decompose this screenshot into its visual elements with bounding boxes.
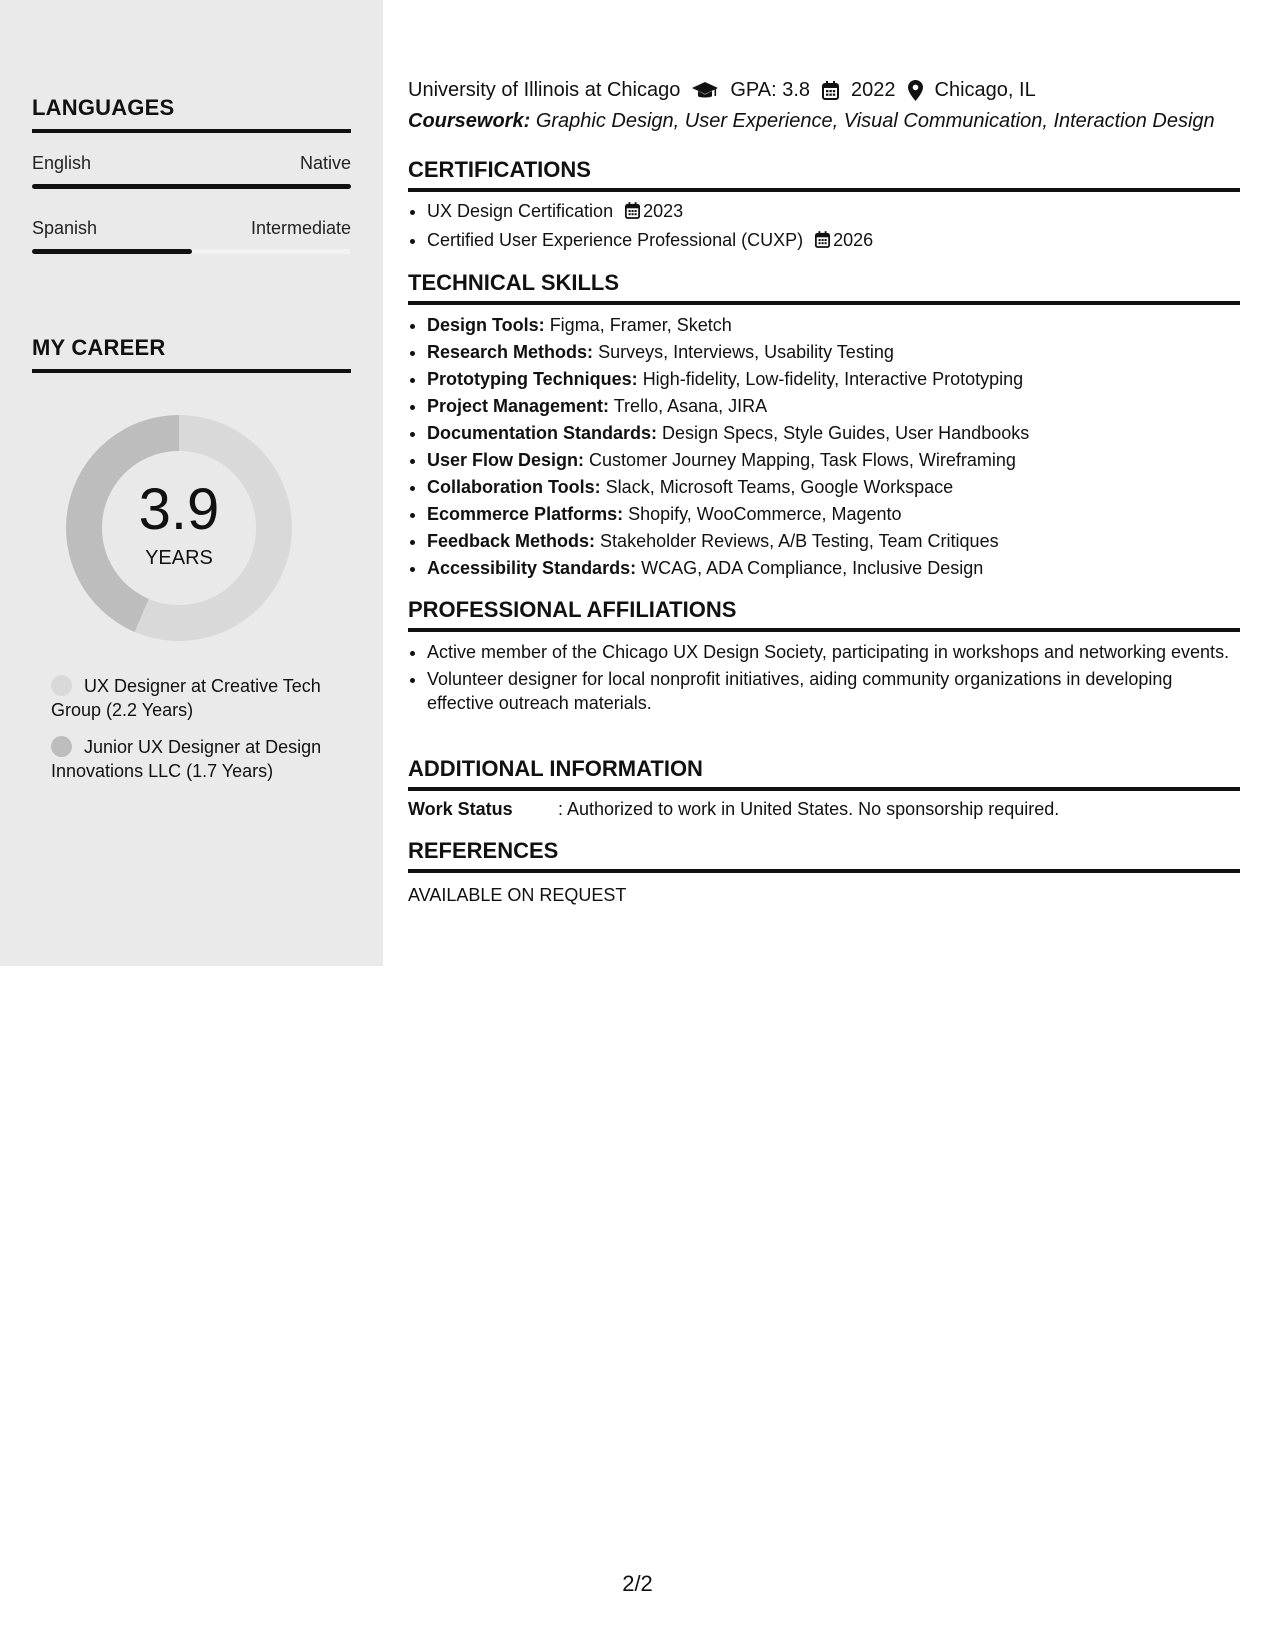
skill-value: Trello, Asana, JIRA (613, 396, 768, 416)
career-legend-item (51, 674, 341, 722)
skill-value: Customer Journey Mapping, Task Flows, Wireframing (589, 450, 1016, 470)
certifications-rule (408, 188, 1240, 192)
skill-value: Surveys, Interviews, Usability Testing (598, 342, 894, 362)
technical-skills-heading: TECHNICAL SKILLS (408, 270, 620, 295)
certifications-list (408, 199, 1240, 254)
calendar-icon (822, 81, 839, 100)
education-line (408, 79, 1036, 102)
skill-item (427, 421, 1240, 445)
work-status-row (408, 799, 1240, 820)
languages-heading: LANGUAGES (32, 95, 175, 120)
career-section (32, 335, 351, 373)
graduation-cap-icon (692, 82, 718, 100)
legend-dot-icon (51, 736, 72, 757)
affiliations-rule (408, 628, 1240, 632)
skill-label: Feedback Methods: (427, 531, 596, 551)
work-status-label: Work Status (408, 799, 513, 819)
work-status-value: : Authorized to work in United States. No sponsorship required. (558, 799, 1060, 819)
skill-label: Documentation Standards: (427, 423, 658, 443)
certification-year: 2023 (643, 201, 684, 221)
certifications-heading: CERTIFICATIONS (408, 157, 591, 182)
skill-item (427, 313, 1240, 337)
additional-information-rule (408, 787, 1240, 791)
page-number: 2/2 (622, 1571, 653, 1596)
education-location: Chicago, IL (934, 79, 1036, 101)
language-level: Native (299, 153, 351, 173)
career-donut-chart (66, 415, 292, 641)
certification-item (427, 199, 1240, 225)
career-legend-item (51, 735, 341, 783)
skill-item (427, 502, 1240, 526)
career-total-unit: YEARS (145, 546, 213, 569)
certification-item (427, 228, 1240, 254)
language-proficiency-bar (32, 249, 351, 254)
career-rule (32, 369, 351, 373)
calendar-icon (625, 201, 640, 225)
career-legend (51, 674, 341, 796)
affiliations-heading: PROFESSIONAL AFFILIATIONS (408, 597, 737, 622)
additional-information-section (408, 756, 1240, 820)
skill-label: Ecommerce Platforms: (427, 504, 624, 524)
affiliation-item: • Active member of the Chicago UX Design Society, participating in workshops and networking events. (427, 640, 1240, 664)
skill-label: Design Tools: (427, 315, 545, 335)
career-role-label: Junior UX Designer at Design Innovations LLC (1.7 Years) (51, 737, 322, 781)
skill-value: Stakeholder Reviews, A/B Testing, Team Critiques (600, 531, 999, 551)
language-name: English (32, 153, 92, 173)
certification-name: Certified User Experience Professional (CUXP) (427, 230, 804, 250)
technical-skills-rule (408, 301, 1240, 305)
career-role-label: UX Designer at Creative Tech Group (2.2 Years) (51, 676, 321, 720)
legend-dot-icon (51, 675, 72, 696)
skill-item (427, 556, 1240, 580)
skill-item (427, 367, 1240, 391)
language-level: Intermediate (250, 218, 351, 238)
skill-value: WCAG, ADA Compliance, Inclusive Design (641, 558, 984, 578)
skill-item (427, 475, 1240, 499)
language-name: Spanish (32, 218, 98, 238)
skill-label: Prototyping Techniques: (427, 369, 638, 389)
references-text: AVAILABLE ON REQUEST (408, 885, 627, 905)
references-heading: REFERENCES (408, 838, 559, 863)
affiliation-item: • Volunteer designer for local nonprofit initiatives, aiding community organizations in developing effective outreach materials. (427, 667, 1240, 715)
skill-value: Shopify, WooCommerce, Magento (628, 504, 902, 524)
skill-value: Design Specs, Style Guides, User Handbooks (662, 423, 1030, 443)
skill-item (427, 448, 1240, 472)
additional-information-heading: ADDITIONAL INFORMATION (408, 756, 703, 781)
career-heading: MY CAREER (32, 335, 166, 360)
skills-list (408, 313, 1240, 580)
skill-label: User Flow Design: (427, 450, 585, 470)
map-pin-icon (908, 80, 923, 101)
education-year: 2022 (851, 79, 896, 101)
certification-name: UX Design Certification (427, 201, 614, 221)
skill-label: Research Methods: (427, 342, 594, 362)
skill-label: Accessibility Standards: (427, 558, 637, 578)
coursework-line (408, 110, 1215, 133)
career-total-value: 3.9 (138, 476, 220, 542)
skill-item (427, 394, 1240, 418)
skill-value: Figma, Framer, Sketch (549, 315, 732, 335)
skill-item (427, 529, 1240, 553)
calendar-icon (815, 230, 830, 254)
skill-item (427, 340, 1240, 364)
education-school: University of Illinois at Chicago (408, 79, 681, 101)
coursework-label: Coursework: (408, 110, 531, 132)
certifications-section (408, 157, 1240, 257)
language-proficiency-bar (32, 184, 351, 189)
language-proficiency-fill (32, 184, 351, 189)
language-item-english (32, 153, 351, 189)
skill-value: High-fidelity, Low-fidelity, Interactive Prototyping (642, 369, 1024, 389)
coursework-value: Graphic Design, User Experience, Visual Communication, Interaction Design (535, 110, 1215, 132)
skill-label: Collaboration Tools: (427, 477, 601, 497)
references-rule (408, 869, 1240, 873)
affiliations-list (408, 640, 1240, 715)
affiliations-section (408, 597, 1240, 718)
language-item-spanish (32, 218, 351, 254)
language-proficiency-fill (32, 249, 192, 254)
skill-label: Project Management: (427, 396, 610, 416)
references-section (408, 838, 1240, 906)
technical-skills-section (408, 270, 1240, 583)
sidebar (0, 0, 383, 966)
education-gpa: GPA: 3.8 (730, 79, 811, 101)
languages-section (32, 95, 351, 254)
certification-year: 2026 (833, 230, 874, 250)
skill-value: Slack, Microsoft Teams, Google Workspace (605, 477, 954, 497)
languages-rule (32, 129, 351, 133)
